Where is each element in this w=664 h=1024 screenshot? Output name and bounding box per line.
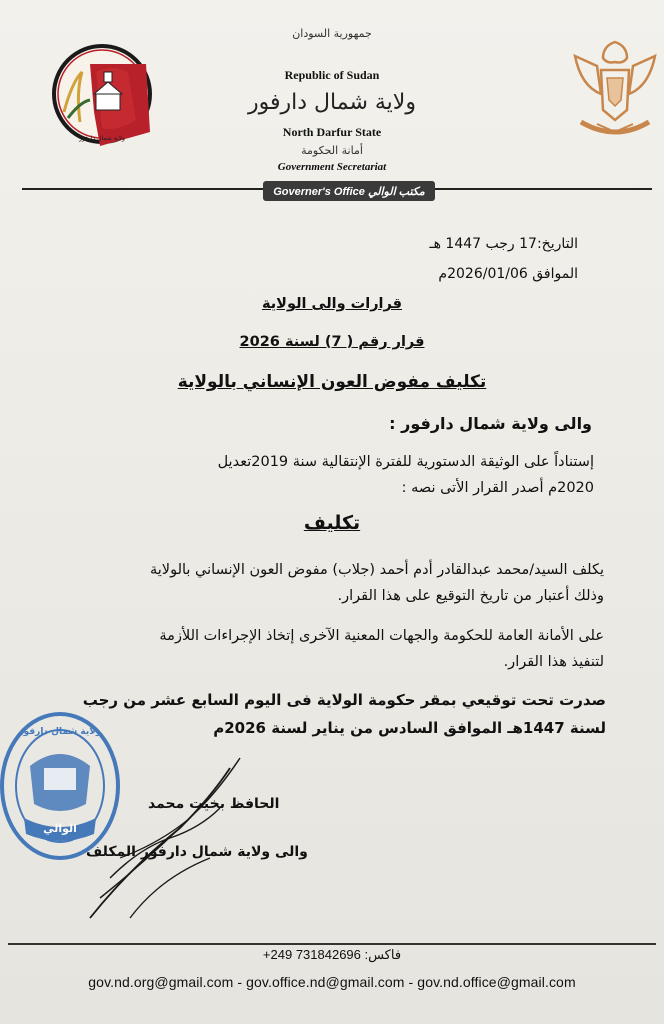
governors-office-label: Governer's Office مكتب الوالي bbox=[263, 181, 435, 201]
preamble-line-1: إستناداً على الوثيقة الدستورية للفترة الإنتقالية سنة 2019تعديل bbox=[217, 454, 594, 470]
body-paragraph-2-line-1: على الأمانة العامة للحكومة والجهات المعنية الآخرى إتخاذ الإجراءات اللأزمة bbox=[159, 628, 604, 644]
signatory-title: والى ولاية شمال دارفور المكلف bbox=[86, 844, 308, 860]
hijri-date: التاريخ:17 رجب 1447 هـ bbox=[429, 236, 578, 252]
body-paragraph-2-line-2: لتنفيذ هذا القرار. bbox=[503, 654, 604, 670]
footer-divider bbox=[8, 943, 656, 945]
secretariat-arabic: أمانة الحكومة bbox=[301, 144, 363, 157]
stamp-ring-text: ولاية شمال دارفور bbox=[18, 727, 102, 737]
body-paragraph-1-line-1: يكلف السيد/محمد عبدالقادر أدم أحمد (جلاب) مفوض العون الإنساني بالولاية bbox=[150, 562, 604, 578]
preamble-line-2: 2020م أصدر القرار الأتى نصه : bbox=[401, 480, 594, 496]
svg-text:ولاية شمال دارفور: ولاية شمال دارفور bbox=[79, 135, 125, 142]
decision-subject: تكليف مفوض العون الإنساني بالولاية bbox=[177, 372, 487, 392]
state-arabic: ولاية شمال دارفور bbox=[248, 90, 416, 115]
republic-arabic: جمهورية السودان bbox=[292, 27, 372, 40]
secretariat-english: Government Secretariat bbox=[277, 161, 387, 173]
gregorian-date: الموافق 2026/01/06م bbox=[438, 266, 578, 282]
decision-number: قرار رقم ( 7) لسنة 2026 bbox=[239, 334, 425, 350]
assignment-heading: تكليف bbox=[303, 512, 361, 534]
governor-heading: والى ولاية شمال دارفور : bbox=[389, 414, 592, 433]
handwritten-signature bbox=[70, 748, 270, 928]
footer-emails: gov.nd.org@gmail.com - gov.office.nd@gmail.com - gov.nd.office@gmail.com bbox=[88, 974, 576, 990]
signatory-name: الحافظ بخيت محمد bbox=[148, 796, 280, 812]
issued-line-1: صدرت تحت توقيعي بمقر حكومة الولاية فى اليوم السابع عشر من رجب bbox=[82, 691, 606, 709]
republic-english: Republic of Sudan bbox=[284, 68, 380, 82]
body-paragraph-1-line-2: وذلك أعتبار من تاريخ التوقيع على هذا القرار. bbox=[337, 588, 604, 604]
decisions-title: قرارات والى الولاية bbox=[261, 296, 403, 312]
stamp-center-text: الوالي bbox=[43, 822, 77, 835]
fax-number: +249 731842696 :فاكس bbox=[262, 947, 402, 962]
state-english: North Darfur State bbox=[282, 125, 382, 139]
issued-line-2: لسنة 1447هـ الموافق السادس من يناير لسنة 2026م bbox=[213, 719, 606, 737]
